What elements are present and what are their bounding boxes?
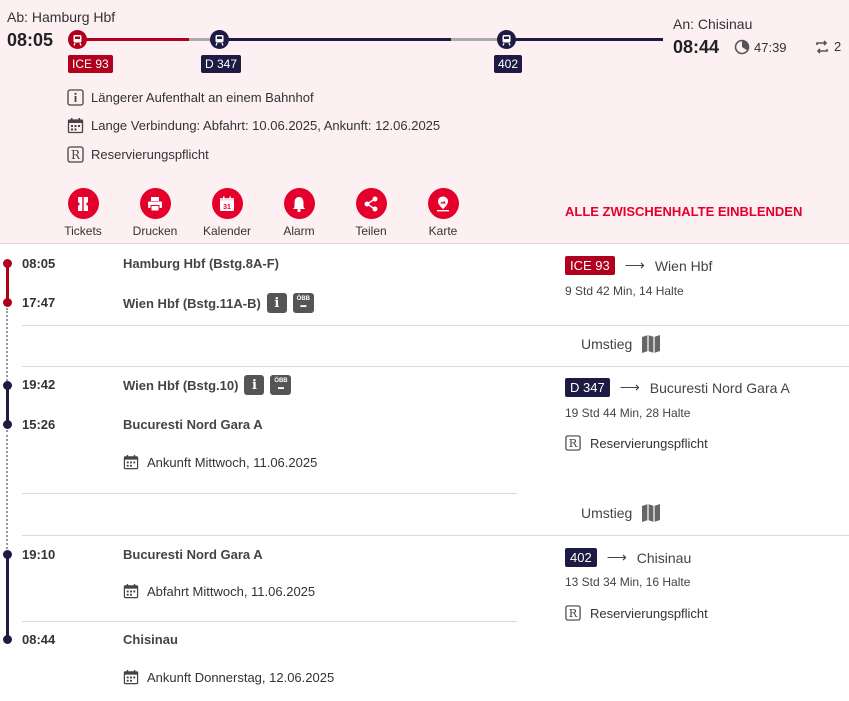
stop-dot (3, 550, 12, 559)
calendar-button[interactable]: 31 Kalender (192, 188, 262, 238)
reservation-icon (565, 605, 581, 621)
leg-arrival-time: 15:26 (22, 417, 56, 432)
leg-departure-time: 19:42 (22, 377, 56, 392)
arrow-right-icon: ⟶ (606, 549, 627, 565)
transfer-icon (814, 40, 830, 54)
share-button[interactable]: Teilen (336, 188, 406, 238)
bell-icon (290, 195, 308, 213)
connection-summary (0, 0, 849, 244)
transfer-row[interactable]: Umstieg (581, 503, 662, 523)
leg-arrival-station: Bucuresti Nord Gara A (123, 417, 263, 432)
calendar-icon (218, 195, 236, 213)
map-icon (640, 334, 662, 354)
train-badge: ICE 93 (68, 55, 113, 73)
arrival-date-note: Ankunft Donnerstag, 12.06.2025 (123, 669, 334, 685)
station-info-icon[interactable]: i (244, 375, 264, 395)
leg-departure-station: Hamburg Hbf (Bstg.8A-F) (123, 256, 279, 271)
calendar-icon (123, 669, 139, 685)
arrival-station-label: An: Chisinau (673, 16, 753, 32)
leg-departure-time: 08:05 (22, 256, 56, 271)
calendar-icon (123, 454, 139, 470)
map-icon (640, 503, 662, 523)
obb-logo-icon: ÖBB ▬ (270, 375, 291, 395)
leg-line-d347 (6, 385, 9, 425)
station-info-icon[interactable]: i (267, 293, 287, 313)
stop-dot (3, 298, 12, 307)
leg-arrival-time: 08:44 (22, 632, 56, 647)
duration-value: 47:39 (754, 39, 787, 55)
leg-arrival-station: Wien Hbf (Bstg.11A-B) i ÖBB ▬ (123, 293, 314, 313)
info-icon (67, 89, 84, 106)
leg-departure-station: Bucuresti Nord Gara A (123, 547, 263, 562)
alarm-button[interactable]: Alarm (264, 188, 334, 238)
train-badge: ICE 93 (565, 256, 615, 275)
stop-dot (3, 635, 12, 644)
leg-departure-time: 19:10 (22, 547, 56, 562)
transfer-line (6, 430, 8, 553)
transfer-row[interactable]: Umstieg (581, 334, 662, 354)
timeline-segment-d347 (219, 38, 451, 41)
map-pin-icon (434, 195, 452, 213)
divider (22, 493, 517, 494)
show-all-stops-link[interactable]: ALLE ZWISCHENHALTE EINBLENDEN (565, 204, 803, 219)
leg-departure-station: Wien Hbf (Bstg.10) i ÖBB ▬ (123, 375, 291, 395)
obb-logo-icon: ÖBB ▬ (293, 293, 314, 313)
svg-text:R: R (568, 607, 578, 621)
divider (22, 535, 849, 536)
info-long-connection: Lange Verbindung: Abfahrt: 10.06.2025, Ankunft: 12.06.2025 (67, 117, 440, 134)
stop-dot (3, 420, 12, 429)
divider (22, 621, 517, 622)
leg-line-402 (6, 554, 9, 640)
stop-dot (3, 381, 12, 390)
arrival-date-note: Ankunft Mittwoch, 11.06.2025 (123, 454, 317, 470)
reservation-icon (67, 146, 84, 163)
info-long-stop: Längerer Aufenthalt an einem Bahnhof (67, 89, 314, 106)
divider (22, 325, 849, 326)
timeline-segment-402 (506, 38, 663, 41)
train-direction: Wien Hbf (654, 257, 713, 274)
train-direction: Bucuresti Nord Gara A (649, 379, 790, 396)
leg-train[interactable] (565, 256, 712, 275)
leg-train[interactable] (565, 378, 790, 397)
train-icon (210, 30, 229, 49)
divider (22, 366, 849, 367)
info-reservation: R Reservierungspflicht (67, 146, 209, 163)
train-icon (497, 30, 516, 49)
leg-line-ice (6, 263, 9, 303)
reservation-note: R Reservierungspflicht (565, 605, 708, 621)
train-badge: D 347 (201, 55, 241, 73)
stop-dot (3, 259, 12, 268)
ticket-icon (74, 195, 92, 213)
train-icon (68, 30, 87, 49)
leg-arrival-station: Chisinau (123, 632, 178, 647)
clock-icon (734, 39, 750, 55)
transfer-line (6, 308, 8, 384)
svg-text:R: R (568, 437, 578, 451)
share-icon (362, 195, 380, 213)
train-badge: 402 (565, 548, 597, 567)
printer-icon (146, 195, 164, 213)
leg-train[interactable] (565, 548, 691, 567)
reservation-note: R Reservierungspflicht (565, 435, 708, 451)
leg-details: 19 Std 44 Min, 28 Halte (565, 406, 691, 420)
train-direction: Chisinau (636, 549, 692, 566)
arrival-time: 08:44 (673, 37, 720, 57)
train-badge: D 347 (565, 378, 610, 397)
reservation-icon (565, 435, 581, 451)
departure-time: 08:05 (7, 30, 54, 50)
changes-value: 2 (834, 39, 842, 54)
leg-details: 9 Std 42 Min, 14 Halte (565, 284, 684, 298)
print-button[interactable]: Drucken (120, 188, 190, 238)
calendar-icon (67, 117, 84, 134)
change-count (814, 39, 841, 54)
departure-date-note: Abfahrt Mittwoch, 11.06.2025 (123, 583, 315, 599)
tickets-button[interactable]: Tickets (48, 188, 118, 238)
arrow-right-icon: ⟶ (619, 379, 640, 395)
timeline-segment-ice (77, 38, 189, 41)
arrow-right-icon: ⟶ (624, 257, 645, 273)
leg-details: 13 Std 34 Min, 16 Halte (565, 575, 691, 589)
svg-text:R: R (70, 148, 81, 162)
leg-arrival-time: 17:47 (22, 295, 56, 310)
train-badge: 402 (494, 55, 522, 73)
travel-duration (734, 39, 787, 55)
svg-text:31: 31 (223, 203, 231, 211)
departure-station-label: Ab: Hamburg Hbf (7, 9, 116, 25)
calendar-icon (123, 583, 139, 599)
map-button[interactable]: Karte (408, 188, 478, 238)
